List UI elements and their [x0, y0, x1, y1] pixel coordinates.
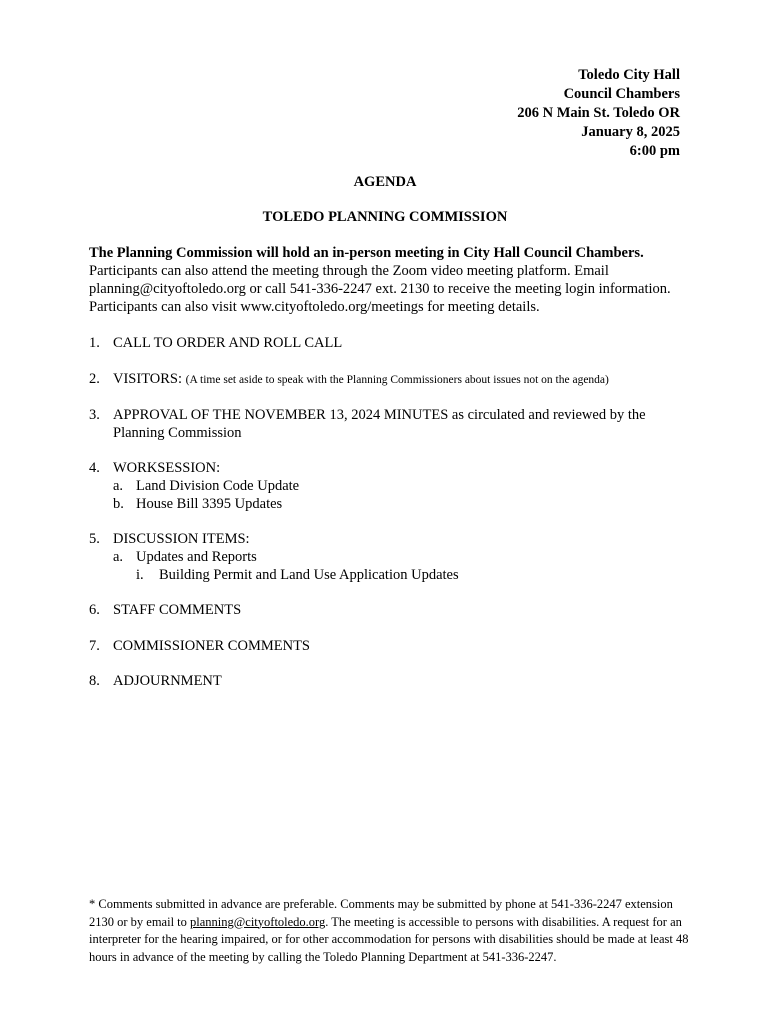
- intro-lead: The Planning Commission will hold an in-person meeting in City Hall Council Chambers.: [89, 245, 644, 261]
- agenda-item-3: [89, 406, 689, 442]
- footnote: [89, 896, 689, 966]
- item-label: ADJOURNMENT: [113, 673, 222, 689]
- item-number: 8.: [89, 673, 100, 689]
- footnote-email-link[interactable]: planning@cityoftoledo.org: [190, 914, 326, 929]
- agenda-item-2: [89, 370, 689, 389]
- header-room: Council Chambers: [563, 86, 680, 102]
- sub-item-letter: b.: [113, 496, 124, 512]
- sub-item: [113, 548, 689, 566]
- item-number: 1.: [89, 335, 100, 351]
- sub-sub-item: [136, 566, 689, 584]
- sub-sub-item-numeral: i.: [136, 567, 144, 583]
- item-label: WORKSESSION:: [113, 460, 221, 476]
- meeting-location-header: [517, 66, 680, 161]
- item-label: CALL TO ORDER AND ROLL CALL: [113, 335, 343, 351]
- intro-paragraph: [89, 244, 689, 316]
- header-date: January 8, 2025: [581, 124, 680, 140]
- sub-item-label: House Bill 3395 Updates: [136, 496, 283, 512]
- header-venue: Toledo City Hall: [578, 67, 680, 83]
- sub-item-label: Updates and Reports: [136, 549, 257, 565]
- commission-title: TOLEDO PLANNING COMMISSION: [262, 209, 508, 225]
- sub-item-letter: a.: [113, 549, 124, 565]
- item-note: (A time set aside to speak with the Planning Commissioners about issues not on the agenda): [185, 374, 609, 386]
- footnote-text-after: . The meeting is accessible to persons with disabilities. A request for an interpreter for the hearing impaired, or for other accommodation for persons with disabilities should be made at least 48 hours in advance of the meeting by calling the Toledo Planning Department at 541-336-2247.: [89, 914, 689, 964]
- item-number: 3.: [89, 407, 100, 423]
- item-number: 6.: [89, 602, 100, 618]
- item-label: VISITORS:: [113, 371, 183, 387]
- agenda-item-7: [89, 637, 689, 655]
- item-label: STAFF COMMENTS: [113, 602, 242, 618]
- item-label: DISCUSSION ITEMS:: [113, 531, 250, 547]
- agenda-item-5: [89, 530, 689, 584]
- sub-item: [113, 477, 689, 495]
- sub-sub-item-label: Building Permit and Land Use Application Updates: [159, 567, 459, 583]
- sub-item: [113, 495, 689, 513]
- item-number: 4.: [89, 460, 100, 476]
- item-label: APPROVAL OF THE NOVEMBER 13, 2024 MINUTES as circulated and reviewed by the Planning Commission: [113, 407, 646, 441]
- header-time: 6:00 pm: [629, 143, 680, 159]
- agenda-title: AGENDA: [353, 174, 417, 190]
- header-address: 206 N Main St. Toledo OR: [517, 105, 680, 121]
- intro-text: Participants can also attend the meeting through the Zoom video meeting platform. Email planning@cityoftoledo.org or call 541-336-2247 ext. 2130 to receive the meeting login information. Participants can also visit www.cityoftoledo.org/meetings for meeting details.: [89, 263, 671, 315]
- item-number: 2.: [89, 371, 100, 387]
- agenda-item-8: [89, 672, 689, 690]
- agenda-item-6: [89, 601, 689, 619]
- sub-item-label: Land Division Code Update: [136, 478, 300, 494]
- item-number: 7.: [89, 638, 100, 654]
- agenda-item-1: [89, 334, 689, 352]
- item-number: 5.: [89, 531, 100, 547]
- agenda-item-4: [89, 459, 689, 513]
- footnote-text-before: * Comments submitted in advance are preferable. Comments may be submitted by phone at 541-336-2247 extension 2130 or by email to: [89, 897, 673, 929]
- item-label: COMMISSIONER COMMENTS: [113, 638, 310, 654]
- sub-item-letter: a.: [113, 478, 124, 494]
